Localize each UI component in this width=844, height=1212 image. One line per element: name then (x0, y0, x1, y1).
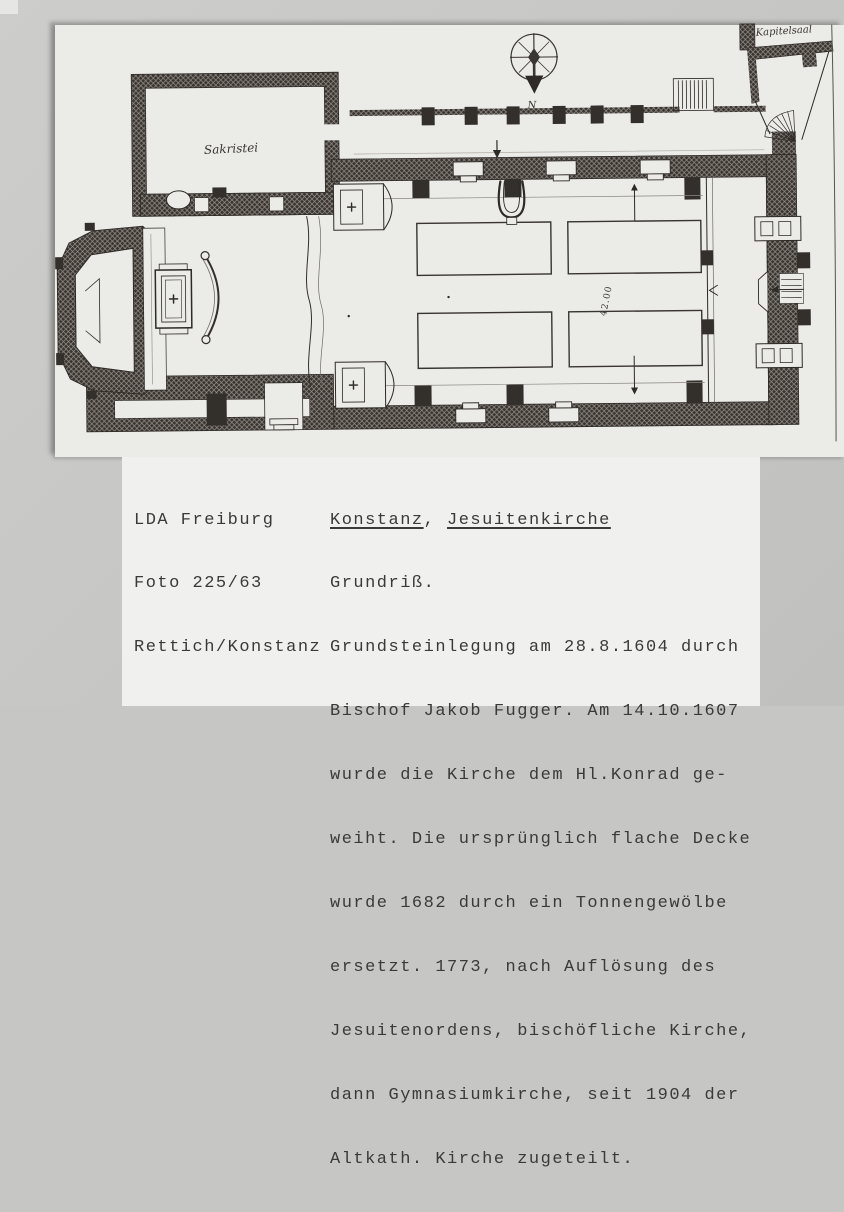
nave-north-wall (331, 155, 777, 204)
photo-number: Foto 225/63 (134, 573, 321, 594)
scanner-corner-tab (0, 0, 18, 14)
sakristei-label: Sakristei (204, 141, 259, 157)
pew-blocks (347, 220, 703, 369)
compass-rose-icon (510, 33, 559, 111)
south-portal (264, 383, 302, 430)
photo-print (55, 25, 844, 457)
pew-block (418, 312, 553, 368)
caption-line: ersetzt. 1773, nach Auflösung des (330, 957, 751, 978)
pew-block (568, 220, 702, 273)
caption-right-column (330, 467, 751, 1212)
dimension-label: 42.00 (599, 285, 615, 317)
chapter-hall-wing (740, 23, 834, 158)
caption-line: Jesuitenordens, bischöfliche Kirche, (330, 1021, 751, 1042)
compass-letter: N (526, 100, 537, 111)
photographer: Rettich/Konstanz (134, 637, 321, 658)
portal-south (756, 343, 802, 367)
dimension-annotation (598, 185, 637, 393)
staircase (673, 78, 713, 110)
exterior-steps (779, 273, 803, 303)
caption-title-place: Konstanz (330, 511, 424, 530)
side-altar-south (335, 362, 394, 409)
choir-north-wall (140, 186, 335, 216)
organ-gallery (700, 177, 718, 402)
pew-block (417, 222, 552, 275)
caption-line: Grundsteinlegung am 28.8.1604 durch (330, 637, 751, 658)
caption-line: dann Gymnasiumkirche, seit 1904 der (330, 1085, 751, 1106)
caption-title-building: Jesuitenkirche (447, 511, 611, 530)
caption-line: wurde die Kirche dem Hl.Konrad ge- (330, 765, 751, 786)
corridor (349, 78, 766, 158)
side-altar-north (333, 184, 392, 231)
portal-north (755, 216, 801, 240)
floor-plan-drawing (55, 25, 844, 458)
caption-line: Altkath. Kirche zugeteilt. (330, 1149, 751, 1170)
caption-line: wurde 1682 durch ein Tonnengewölbe (330, 893, 751, 914)
nave-south-wall (333, 380, 779, 430)
plan-border-line (832, 25, 838, 441)
caption-left-column (134, 467, 321, 701)
caption-line: Bischof Jakob Fugger. Am 14.10.1607 (330, 701, 751, 722)
pew-block (569, 310, 703, 366)
kapitelsaal-label: Kapitelsaal (754, 24, 812, 39)
archive-name: LDA Freiburg (134, 510, 321, 531)
choir-stalls (201, 216, 325, 387)
caption-card (122, 457, 760, 706)
caption-title (330, 510, 751, 531)
caption-title-separator: , (424, 511, 447, 530)
west-tower-apse (55, 222, 167, 399)
caption-subtitle: Grundriß. (330, 573, 751, 594)
caption-line: weiht. Die ursprünglich flache Decke (330, 829, 751, 850)
high-altar (155, 264, 192, 334)
entrance-facade (754, 154, 812, 425)
